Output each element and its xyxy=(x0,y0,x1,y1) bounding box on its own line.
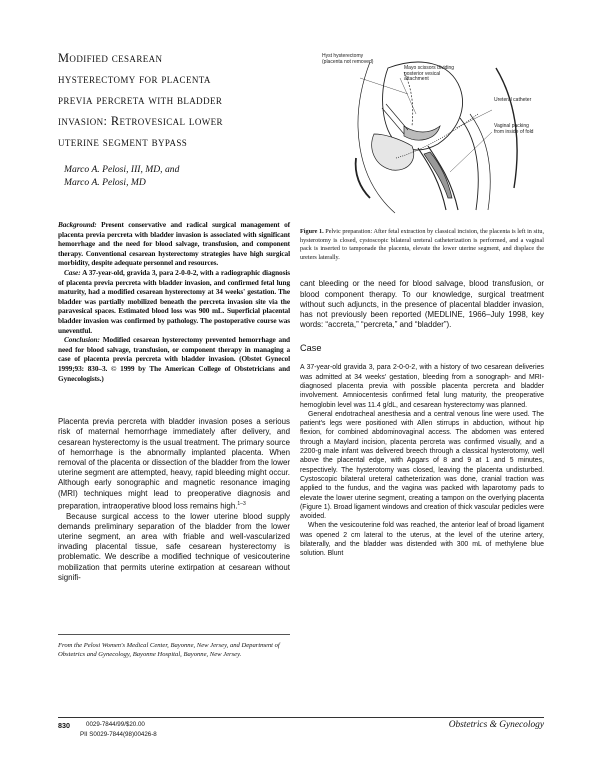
figure-caption xyxy=(300,228,544,262)
symphysis xyxy=(356,158,370,198)
intro-body xyxy=(58,417,290,583)
abstract-label: Background: xyxy=(58,220,97,229)
footer-rule xyxy=(58,717,544,718)
abstract-label: Case: xyxy=(64,267,81,277)
placenta xyxy=(404,126,440,140)
abstract-text: A 37-year-old, gravida 3, para 2-0-0-2, with a radiographic diagnosis of placenta previa percreta with bladder invasion, and confirmed fetal lung maturity, had a modified cesarean hysterectomy at 34 weeks' gestation. The bladder was partially mobilized beneath the percreta invasion site via the paravesical spaces. Estimated blood loss was 900 mL. Superficial placental bladder invasion was confirmed by pathology. The postoperative course was uneventful. xyxy=(58,267,290,335)
title-line: hysterectomy for placenta xyxy=(58,72,211,86)
intro-paragraph: Because surgical access to the lower uterine blood supply demands preliminary separation of the bladder from the lower uterine segment, an area with friable and well-vascularized invading placental tissue, safe cesarean hysterectomy is problematic. We describe a modified technique of vesicouterine mobilization that permits uterine extirpation at cesarean without signifi- xyxy=(58,511,290,582)
left-column xyxy=(58,48,290,583)
figure-1 xyxy=(300,48,544,216)
affiliation-footnote: From the Pelosi Women's Medical Center, Bayonne, New Jersey, and Department of Obstetrics and Gynecology, Bayonne Hospital, Bayonne, New Jersey. xyxy=(58,634,290,659)
abstract-conclusion xyxy=(58,335,290,383)
label-vaginal: Vaginal packing from inside of fold xyxy=(494,123,534,135)
caption-text: Pelvic preparation: After fetal extraction by classical incision, the placenta is left in situ, hysterotomy is closed, cystoscopic bilateral ureteral catheterization is performed, and a vaginal pack is inserted to tamponade the placenta, elevate the lower uterine segment, and displace the ureters laterally. xyxy=(300,228,544,261)
case-heading: Case xyxy=(300,343,322,354)
case-paragraph: When the vesicouterine fold was reached, the anterior leaf of broad ligament was opened 2 cm lateral to the uterus, at the level of the uterine artery, bilaterally, and the bladder was distended with 300 mL of methylene blue solution. Blunt xyxy=(300,522,544,558)
reference-superscript: 1–3 xyxy=(237,500,246,507)
intro-body-continued xyxy=(300,279,544,330)
right-column xyxy=(300,48,544,559)
author-line: Marco A. Pelosi, MD xyxy=(64,177,146,188)
vaginal-pack xyxy=(424,152,452,198)
case-paragraph: General endotracheal anesthesia and a central venous line were used. The patient's legs were positioned with Allen stirrups in abduction, without hip flexion, for combined abdominovaginal access. The abdomen was entered through a Maylard incision, placenta percreta was confirmed visually, and a 2200-g male infant was delivered breech through a classical hysterotomy, well above the placental edge, with Apgars of 8 and 9 at 1 and 5 minutes, respectively. The hysterotomy was closed, leaving the placenta undisturbed. Cystoscopic bilateral ureteral catheterization was done, cranial traction was applied to the fundus, and the vagina was packed with laparotomy pads to elevate the lower uterine segment, creating a tampon on the overlying placenta (Figure 1). Broad ligament windows and creation of thick vascular pedicles were avoided. xyxy=(300,410,544,521)
label-hyst: Hyst hysterectomy (placenta not removed) xyxy=(322,53,374,65)
rectum xyxy=(460,118,478,210)
label-mayo: Mayo scissors dividing posterior vesical attachment xyxy=(404,65,455,83)
abstract-case xyxy=(58,268,290,335)
journal-name: Obstetrics & Gynecology xyxy=(448,720,544,730)
case-paragraph: A 37-year-old gravida 3, para 2-0-0-2, with a history of two cesarean deliveries was admitted at 34 weeks' gestation, bleeding from a sonograph- and MRI-diagnosed placenta previa with possible placenta percreta and bladder involvement. Amniocentesis confirmed fetal lung maturity, the preoperative hemoglobin level was 11.4 g/dL, and cesarean hysterectomy was planned. xyxy=(300,364,544,409)
title-line: uterine segment bypass xyxy=(58,135,188,149)
title-line: previa percreta with bladder xyxy=(58,93,223,107)
title-line: invasion: Retrovesical lower xyxy=(58,114,223,128)
issn-line: 0029-7844/99/$20.00 xyxy=(86,721,145,728)
abstract-text: Present conservative and radical surgical management of placenta previa percreta with bladder invasion is associated with significant hemorrhage and the need for blood salvage, transfusion, and component therapy. Conventional cesarean hysterectomy strategies have high surgical morbidity, despite adequate personnel and resources. xyxy=(58,220,290,268)
page-number: 830 xyxy=(58,721,70,730)
abstract-label: Conclusion: xyxy=(64,335,100,345)
case-body xyxy=(300,363,544,558)
bladder xyxy=(372,134,414,170)
abstract xyxy=(58,220,290,383)
pii-line: PII S0029-7844(98)00426-8 xyxy=(80,731,157,738)
intro-paragraph: cant bleeding or the need for blood salvage, blood transfusion, or blood component therapy. To our knowledge, surgical treatment without such adjuncts, in the presence of placental bladder invasion, has not previously been reported (MEDLINE, 1966–July 1998, key words: “accreta,” “percreta,” and “bladder”). xyxy=(300,279,544,330)
article-title xyxy=(58,48,290,153)
intro-paragraph xyxy=(58,417,290,511)
label-ureteral: Ureteral catheter xyxy=(494,97,532,103)
authors xyxy=(58,163,290,189)
author-line: Marco A. Pelosi, III, MD, and xyxy=(64,164,180,175)
rectum-inner xyxy=(470,114,490,210)
title-line: Modified cesarean xyxy=(58,51,163,65)
caption-label: Figure 1. xyxy=(300,228,324,235)
paragraph-text: Placenta previa percreta with bladder invasion poses a serious risk of maternal hemorrhage immediately after delivery, and cesarean hysterectomy is the usual treatment. The primary source of hemorrhage is the abnormally implanted placenta. When removal of the placenta or dissection of the bladder from the lower uterine segment are attempted, heavy, rapid bleeding might occur. Although early sonographic and magnetic resonance imaging (MRI) techniques might lead to preoperative diagnosis and preparation, intraoperative blood loss remains high. xyxy=(58,417,290,511)
abstract-text: Modified cesarean hysterectomy prevented hemorrhage and need for blood salvage, transfusion, or component therapy in managing a case of placenta previa percreta with bladder invasion. (Obstet Gynecol 1999;93: 830–3. © 1999 by The American College of Obstetricians and Gynecologists.) xyxy=(58,335,290,383)
abstract-background xyxy=(58,220,290,268)
